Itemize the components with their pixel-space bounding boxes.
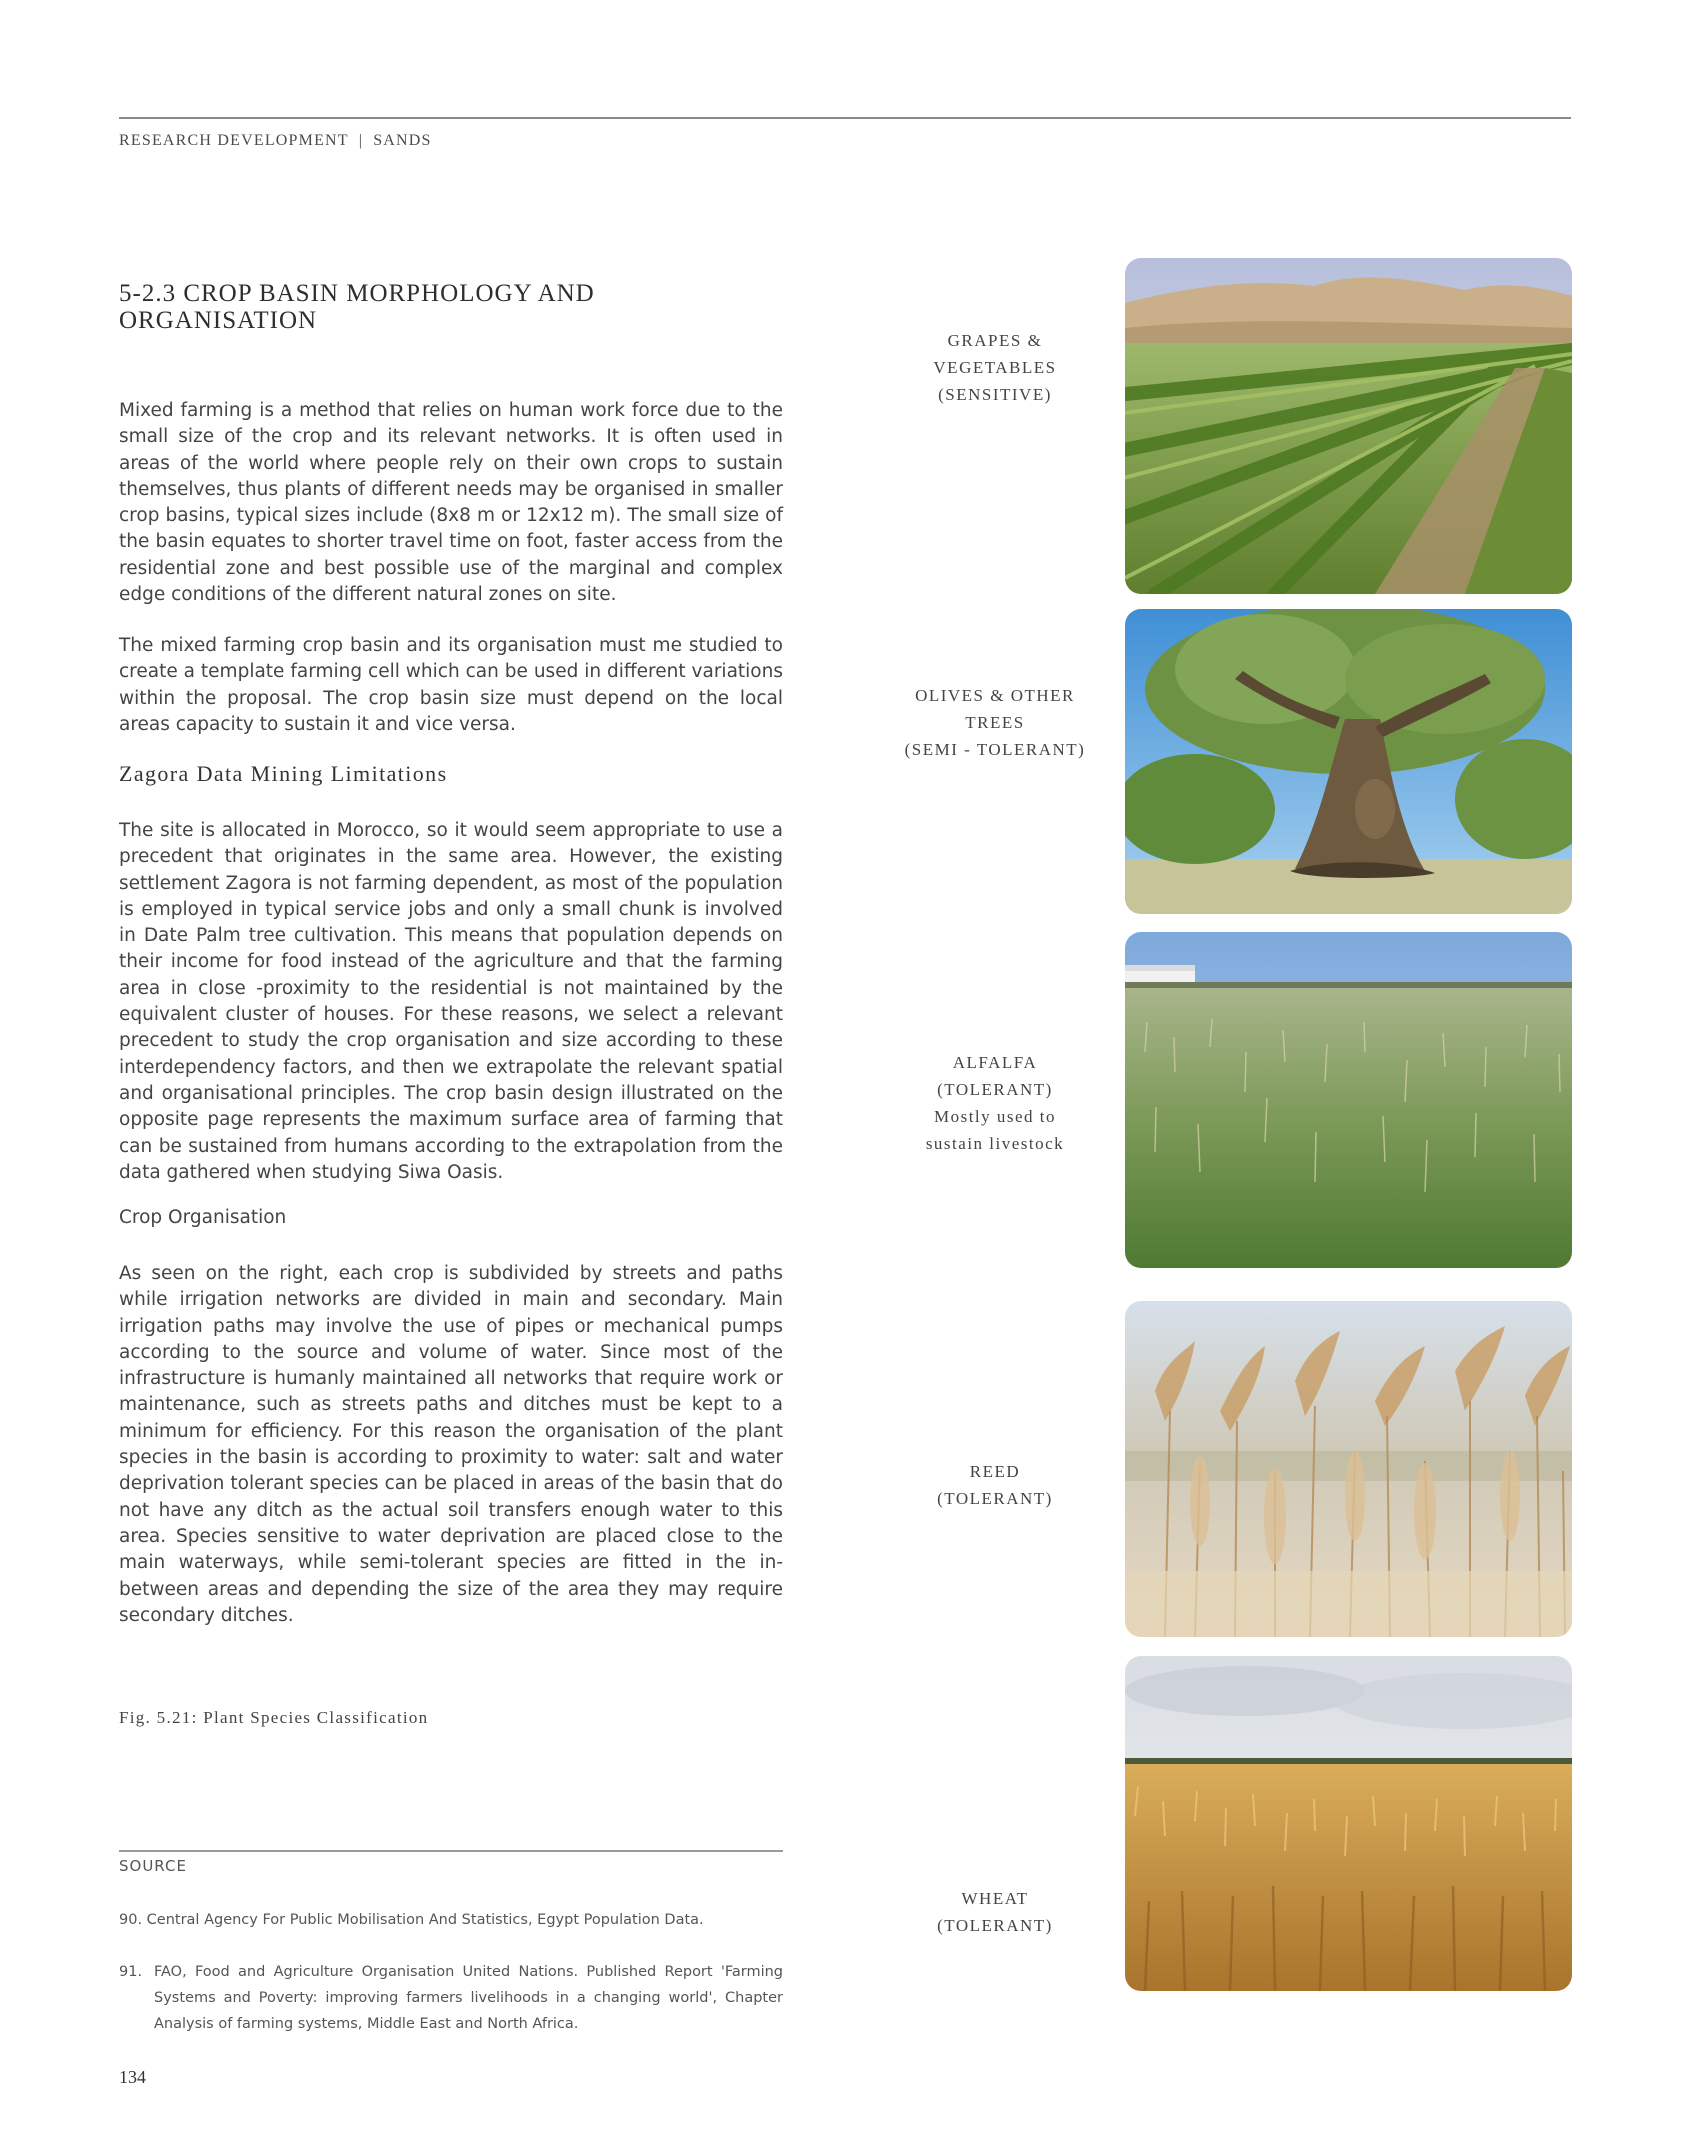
plant-label-tolerance: (TOLERANT) (937, 1916, 1053, 1935)
subhead-zagora: Zagora Data Mining Limitations (119, 761, 448, 786)
header-rule (119, 117, 1571, 119)
reference-91-text: FAO, Food and Agriculture Organisation United Nations. Published Report 'Farming Systems and Poverty: improving farmers livelihoods in a changing world', Chapter Analysis of farming systems, Middle East and North Africa. (154, 1964, 783, 2032)
figure-caption: Fig. 5.21: Plant Species Classification (119, 1708, 429, 1727)
plant-label-line: OLIVES & OTHER (915, 686, 1075, 705)
section-title (119, 280, 759, 334)
source-label: SOURCE (119, 1857, 187, 1875)
plant-label-olives (880, 682, 1110, 763)
header-project: SANDS (373, 132, 432, 149)
header-section: RESEARCH DEVELOPMENT (119, 132, 349, 149)
vineyard-photo (1125, 258, 1572, 594)
paragraph-crop-organisation: As seen on the right, each crop is subdivided by streets and paths while irrigation networks are divided in main and secondary. Main irrigation paths may involve the use of pipes or mechanical pumps according to the source and volume of water. Since most of the infrastructure is humanly maintained all networks that require work or maintenance, such as streets paths and ditches must be kept to a minimum for efficiency. For this reason the organisation of the plant species in the basin is according to proximity to water: salt and water deprivation tolerant species can be placed in areas of the basin that do not have any ditch as the actual soil transfers enough water to this area. Species sensitive to water deprivation are placed close to the main waterways, while semi-tolerant species are fitted in the in-between areas and depending the size of the area they may require secondary ditches. (119, 1263, 783, 1626)
plant-label-tolerance: (SEMI - TOLERANT) (904, 740, 1086, 759)
section-title-line2: ORGANISATION (119, 307, 318, 334)
olive-tree-photo (1125, 609, 1572, 914)
reed-photo (1125, 1301, 1572, 1637)
plant-label-grapes (880, 327, 1110, 408)
running-header (119, 132, 432, 150)
plant-label-line: WHEAT (961, 1889, 1029, 1908)
plant-label-tolerance: (SENSITIVE) (938, 385, 1052, 404)
reference-90: 90. Central Agency For Public Mobilisation And Statistics, Egypt Population Data. (119, 1912, 704, 1928)
source-rule (119, 1850, 783, 1852)
header-separator: | (358, 132, 364, 149)
plant-label-line: VEGETABLES (933, 358, 1057, 377)
reference-91 (119, 1959, 783, 2037)
plant-label-line: REED (969, 1462, 1021, 1481)
plant-label-tolerance: (TOLERANT) (937, 1080, 1053, 1099)
subhead-crop-organisation: Crop Organisation (119, 1207, 287, 1228)
section-title-line1: 5-2.3 CROP BASIN MORPHOLOGY AND (119, 280, 595, 307)
plant-label-line: ALFALFA (952, 1053, 1038, 1072)
wheat-field-photo (1125, 1656, 1572, 1991)
page-number: 134 (119, 2067, 146, 2087)
reference-91-number: 91. (119, 1964, 143, 1980)
plant-label-line: GRAPES & (947, 331, 1043, 350)
plant-label-wheat (880, 1885, 1110, 1939)
plant-label-note: Mostly used to (933, 1107, 1057, 1126)
plant-label-alfalfa (880, 1049, 1110, 1157)
alfalfa-field-photo (1125, 932, 1572, 1268)
plant-label-line: TREES (965, 713, 1025, 732)
plant-label-tolerance: (TOLERANT) (937, 1489, 1053, 1508)
plant-label-reed (880, 1458, 1110, 1512)
paragraph-crop-basin: The mixed farming crop basin and its organisation must me studied to create a template farming cell which can be used in different variations within the proposal. The crop basin size must depend on the local areas capacity to sustain it and vice versa. (119, 635, 783, 735)
plant-label-note: sustain livestock (925, 1134, 1065, 1153)
paragraph-zagora: The site is allocated in Morocco, so it would seem appropriate to use a precedent that originates in the same area. However, the existing settlement Zagora is not farming dependent, as most of the population is employed in typical service jobs and only a small chunk is involved in Date Palm tree cultivation. This means that population depends on their income for food instead of the agriculture and that the farming area in close -proximity to the residential is not maintained by the equivalent cluster of houses. For these reasons, we select a relevant precedent to study the crop organisation and size according to these interdependency factors, and then we extrapolate the relevant spatial and organisational principles. The crop basin design illustrated on the opposite page represents the maximum surface area of farming that can be sustained from humans according to the extrapolation from the data gathered when studying Siwa Oasis. (119, 820, 783, 1183)
paragraph-mixed-farming: Mixed farming is a method that relies on human work force due to the small size of the crop and its relevant networks. It is often used in areas of the world where people rely on their own crops to sustain themselves, thus plants of different needs may be organised in smaller crop basins, typical sizes include (8x8 m or 12x12 m). The small size of the basin equates to shorter travel time on foot, faster access from the residential zone and best possible use of the marginal and complex edge conditions of the different natural zones on site. (119, 400, 783, 606)
